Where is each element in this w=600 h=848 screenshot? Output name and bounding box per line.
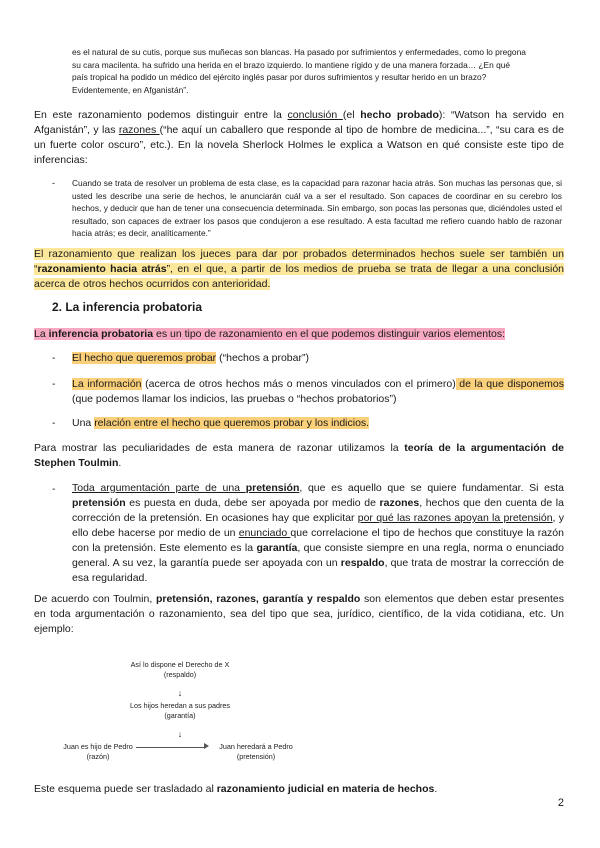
sherlock-quote: Cuando se trata de resolver un problema de esta clase, es la capacidad para razonar hacia atrás. Son muchas las personas que, si usted les describe una serie de hechos, le anunciarán cuál va a ser el resultado. Son capaces de coordinar en su cerebro los hechos, y deducir que han de tener una consecuencia determinada. Sin embargo, son pocas las personas que, diciéndoles usted el resultado, son capaces de extraer los pasos que condujeron a ese resultado. A esta facultad me refiero cuando hablo de razonar hacia atrás; es decir, analíticamente.” bbox=[72, 178, 562, 239]
top-quote bbox=[72, 46, 562, 96]
diagram-connector-line bbox=[136, 747, 206, 748]
paragraph-inferencia: La inferencia probatoria es un tipo de razonamiento en el que podemos distinguir varios elementos: bbox=[34, 328, 506, 340]
top-quote-line: es el natural de su cutis, porque sus muñecas son blancas. Ha pasado por sufrimientos y enfermedades, como lo pregona bbox=[72, 47, 526, 57]
term-razones: razones bbox=[118, 124, 160, 136]
bullet-marker: - bbox=[52, 352, 56, 364]
paragraph-jueces: El razonamiento que realizan los jueces para dar por probados determinados hechos suele ser también un “razonamiento hacia atrás”, en el que, a partir de los medios de prueba se trata de llegar a una conclusión acerca de otros hechos ocurridos con anterioridad. bbox=[34, 248, 565, 290]
term-razonamiento-hacia-atras: razonamiento hacia atrás bbox=[37, 263, 167, 275]
term-teoria-toulmin: teoría de la argumentación de Stephen Toulmin bbox=[34, 442, 564, 469]
bullet-marker: - bbox=[52, 483, 56, 495]
quote-bullet: - bbox=[52, 178, 55, 188]
list-item: La información (acerca de otros hechos más o menos vinculados con el primero) de la que disponemos (que podemos llamar los indicios, las pruebas o “hechos probatorios”) bbox=[72, 378, 564, 405]
arrow-down-icon: ↓ bbox=[177, 729, 183, 739]
term-conclusion: conclusión bbox=[287, 109, 343, 121]
paragraph-esquema-judicial: Este esquema puede ser trasladado al razonamiento judicial en materia de hechos. bbox=[34, 783, 438, 795]
paragraph-toulmin-intro: Para mostrar las peculiaridades de esta manera de razonar utilizamos la teoría de la argumentación de Stephen Toulmin. bbox=[34, 442, 564, 469]
top-quote-line: Evidentemente, en Afganistán”. bbox=[72, 84, 189, 95]
bullet-marker: - bbox=[52, 417, 56, 429]
diagram-respaldo: Así lo dispone el Derecho de X (respaldo) bbox=[130, 660, 230, 679]
top-quote-line: país tropical ha podido un médico del ejército inglés pasar por duros sufrimientos y resultar herido en un brazo? bbox=[72, 72, 487, 83]
diagram-garantia: Los hijos heredan a sus padres (garantía) bbox=[130, 701, 230, 720]
diagram-pretension: Juan heredará a Pedro (pretensión) bbox=[219, 742, 293, 761]
section-heading: 2. La inferencia probatoria bbox=[52, 300, 203, 314]
list-item: El hecho que queremos probar (“hechos a probar”) bbox=[72, 352, 309, 364]
list-item: Una relación entre el hecho que queremos probar y los indicios. bbox=[72, 417, 370, 429]
paragraph-conclusion: En este razonamiento podemos distinguir entre la conclusión (el hecho probado): “Watson ha servido en Afganistán”, y las razones (“he aquí un caballero que responde al tipo de hombre de medicina...”, “su cara es de un fuerte color oscuro”, etc.). En la novela Sherlock Holmes le explica a Watson en qué consiste este tipo de inferencias: bbox=[34, 109, 565, 166]
term-hecho-probado: hecho probado bbox=[360, 109, 439, 121]
diagram-razon: Juan es hijo de Pedro (razón) bbox=[63, 742, 133, 761]
toulmin-explanation: Toda argumentación parte de una pretensión, que es aquello que se quiere fundamentar. Si esta pretensión es puesta en duda, debe ser apoyada por medio de razones, hechos que den cuenta de la corrección de la pretensión. En ocasiones hay que explicitar por qué las razones apoyan la pretensión, y ello debe hacerse por medio de un enunciado que correlacione el tipo de hechos que constituye la razón con la pretensión. Este elemento es la garantía, que consiste siempre en una regla, norma o enunciado general. A su vez, la garantía puede ser apoyada con un respaldo, que trata de mostrar la corrección de esa regularidad. bbox=[72, 482, 565, 584]
bullet-marker: - bbox=[52, 378, 56, 390]
term-inferencia-probatoria: inferencia probatoria bbox=[48, 328, 154, 340]
top-quote-line: su cara macilenta. ha sufrido una herida en el brazo izquierdo. lo mantiene rígido y de una manera forzada… ¿En qué bbox=[72, 59, 511, 70]
paragraph-toulmin-elements: De acuerdo con Toulmin, pretensión, razones, garantía y respaldo son elementos que deben estar presentes en toda argumentación o razonamiento, sea del tipo que sea, jurídico, científico, de la vida cotidiana, etc. Un ejemplo: bbox=[34, 593, 564, 635]
page-number: 2 bbox=[557, 797, 564, 809]
arrow-down-icon: ↓ bbox=[177, 688, 183, 698]
